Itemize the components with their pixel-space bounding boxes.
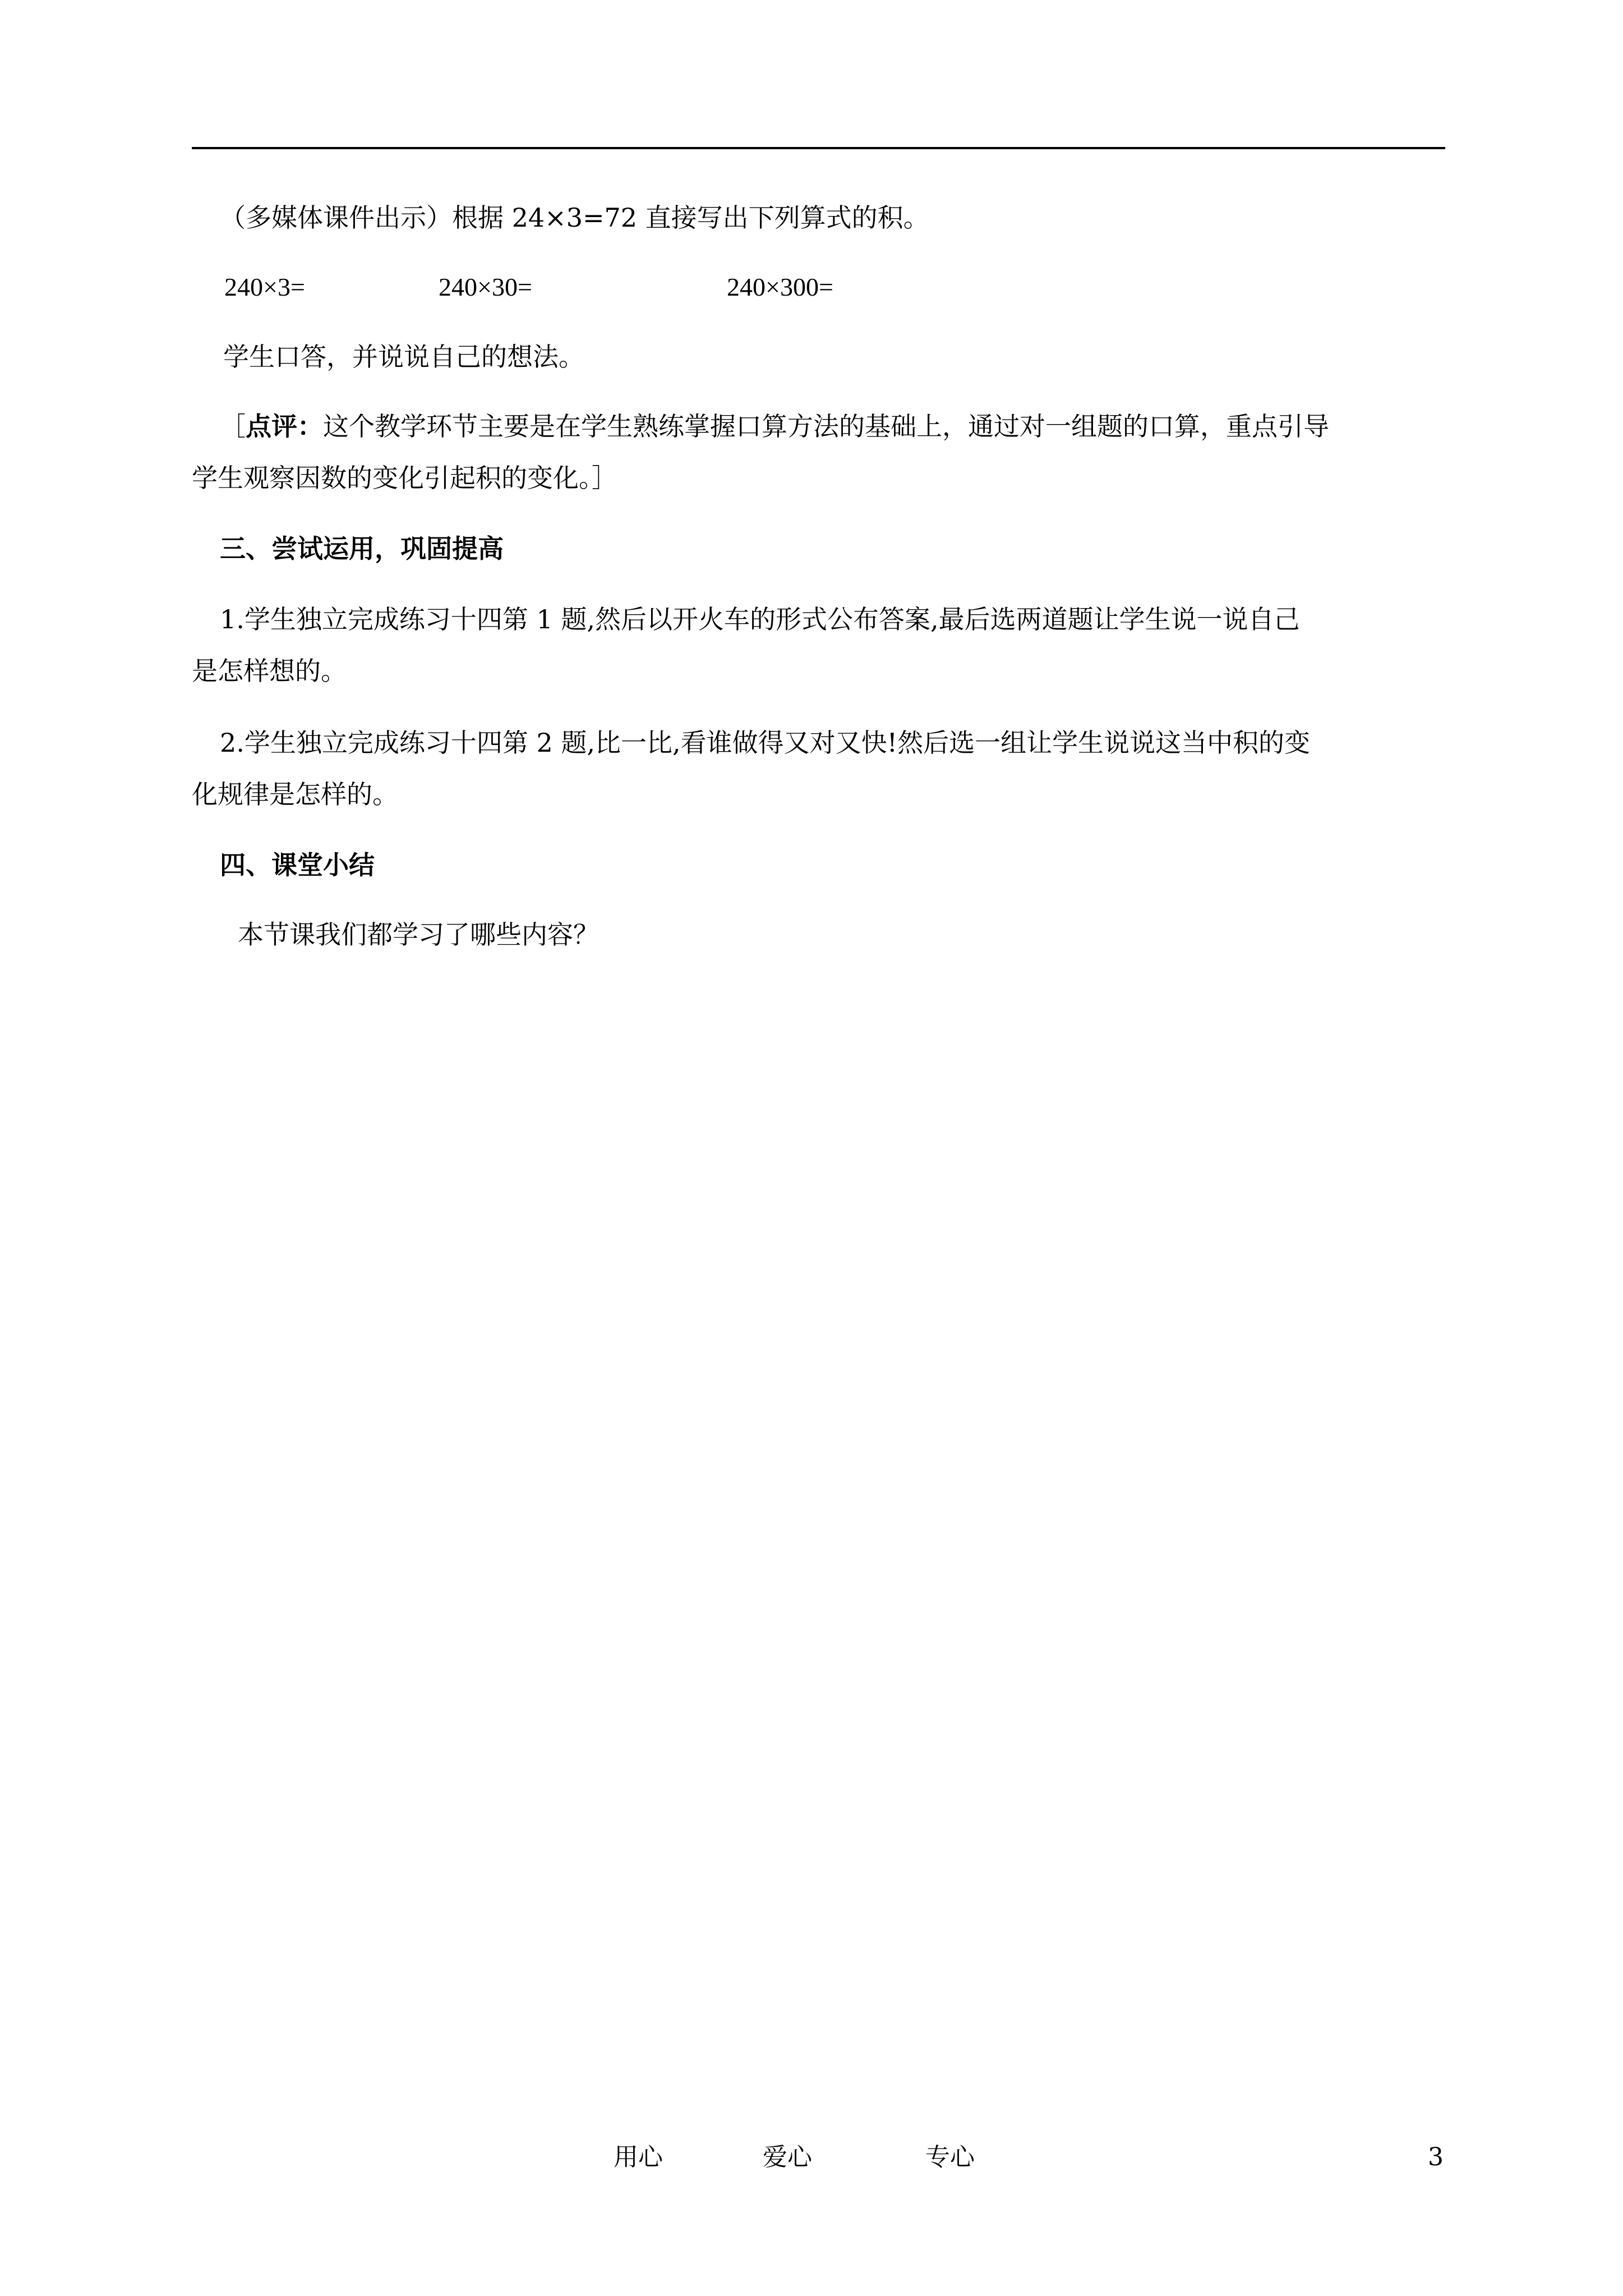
header-rule: [192, 147, 1445, 149]
footer-slogan-3: 专心: [925, 2143, 975, 2171]
item-2-line-1: 2.学生独立完成练习十四第 2 题,比一比,看谁做得又对又快!然后选一组让学生说说这当中积的变: [220, 728, 1311, 758]
item-1-line-2: 是怎样想的。: [192, 656, 347, 686]
footer-slogan-1: 用心: [614, 2143, 663, 2171]
calculation-1: 240×3=: [224, 273, 305, 301]
page-number: 3: [1428, 2143, 1444, 2171]
section-4-heading: 四、课堂小结: [220, 850, 375, 880]
section-3-heading: 三、尝试运用，巩固提高: [220, 533, 504, 564]
item-2-line-2: 化规律是怎样的。: [192, 779, 398, 809]
calculation-2: 240×30=: [439, 273, 532, 301]
comment-text: 这个教学环节主要是在学生熟练掌握口算方法的基础上，通过对一组题的口算，重点引导: [323, 411, 1329, 441]
summary-question: 本节课我们都学习了哪些内容？: [238, 919, 599, 950]
intro-paragraph: （多媒体课件出示）根据 24×3=72 直接写出下列算式的积。: [220, 203, 929, 233]
student-response: 学生口答，并说说自己的想法。: [223, 342, 584, 372]
item-1-line-1: 1.学生独立完成练习十四第 1 题,然后以开火车的形式公布答案,最后选两道题让学生说一说自己: [220, 604, 1300, 634]
comment-label: 点评：: [246, 411, 323, 441]
comment-line-2: 学生观察因数的变化引起积的变化。］: [192, 463, 617, 493]
comment-open-bracket: ［: [220, 411, 246, 441]
footer-slogan-2: 爱心: [763, 2143, 812, 2171]
calculation-3: 240×300=: [727, 273, 833, 301]
comment-line-1: [220, 409, 1329, 443]
